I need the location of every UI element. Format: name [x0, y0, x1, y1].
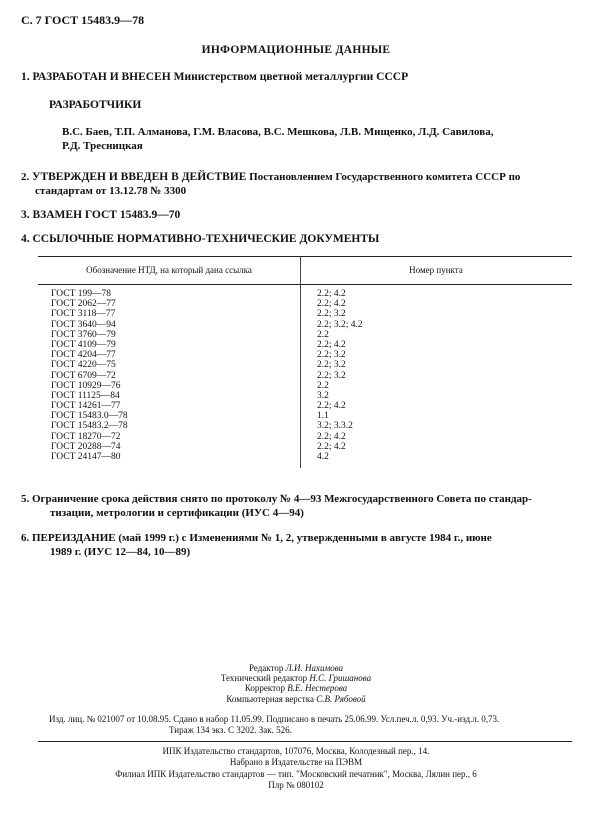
- table-row: [0, 421, 592, 431]
- credit-proofreader: [0, 683, 592, 693]
- developers-line-2: Р.Д. Тресницкая: [62, 140, 143, 152]
- imprint-line-1: Изд. лиц. № 021007 от 10.08.95. Сдано в набор 11.05.99. Подписано в печать 25.06.99. Усл.печ.л. 0,93. Уч.-изд.л. 0,73.: [49, 714, 500, 724]
- section-2-lead: УТВЕРЖДЕН И ВВЕДЕН В ДЕЙСТВИЕ: [32, 171, 247, 183]
- section-6-line-2: 1989 г. (ИУС 12—84, 10—89): [50, 546, 191, 558]
- page-title: ИНФОРМАЦИОННЫЕ ДАННЫЕ: [201, 44, 391, 56]
- section-5-line-1: Ограничение срока действия снято по протоколу № 4—93 Межгосударственного Совета по стандар-: [32, 493, 532, 505]
- credit-role: Компьютерная верстка: [226, 693, 314, 704]
- section-2: [21, 170, 573, 198]
- table-row: [0, 411, 592, 421]
- credit-layout: [0, 694, 592, 704]
- credit-role: Редактор: [248, 663, 284, 673]
- section-6: [21, 531, 573, 559]
- section-5-number: 5.: [21, 493, 30, 505]
- table-cell-document: ГОСТ 199—78: [51, 289, 111, 299]
- page-header: С. 7 ГОСТ 15483.9—78: [21, 13, 145, 27]
- table-cell-item: 2.2; 4.2: [317, 401, 346, 412]
- publisher-block: [0, 746, 592, 791]
- section-4: [21, 233, 379, 245]
- section-1-number: 1.: [21, 71, 30, 83]
- table-row: [0, 330, 592, 340]
- table-cell-document: ГОСТ 15483.2—78: [51, 421, 128, 432]
- table-header-document: Обозначение НТД, на который дана ссылка: [86, 265, 252, 275]
- section-4-number: 4.: [21, 233, 30, 245]
- table-cell-document: ГОСТ 3760—79: [51, 329, 116, 340]
- section-5: [21, 492, 573, 520]
- table-cell-item: 1.1: [317, 411, 329, 422]
- table-cell-document: ГОСТ 20288—74: [51, 441, 121, 452]
- table-row: [0, 381, 592, 391]
- table-row: [0, 442, 592, 452]
- credit-name: Н.С. Гришанова: [309, 673, 372, 684]
- section-6-number: 6.: [21, 532, 30, 544]
- section-3-text: ВЗАМЕН ГОСТ 15483.9—70: [32, 209, 181, 221]
- table-row: [0, 350, 592, 360]
- table-cell-document: ГОСТ 3118—77: [51, 309, 116, 320]
- table-row: [0, 340, 592, 350]
- publisher-line-4: Плр № 080102: [268, 779, 324, 790]
- table-cell-document: ГОСТ 6709—72: [51, 370, 116, 381]
- section-1-developers: [62, 125, 574, 153]
- section-2-number: 2.: [21, 171, 30, 183]
- reference-table-body: [0, 289, 592, 462]
- publisher-line-1: ИПК Издательство стандартов, 107076, Москва, Колодезный пер., 14.: [162, 746, 430, 756]
- table-cell-item: 2.2; 4.2: [317, 431, 346, 442]
- table-cell-item: 2.2; 3.2: [317, 370, 346, 381]
- table-top-rule: [38, 256, 572, 257]
- table-cell-item: 3.2: [317, 390, 329, 401]
- table-cell-item: 2.2; 4.2: [317, 299, 346, 310]
- table-cell-document: ГОСТ 15483.0—78: [51, 411, 128, 422]
- table-header-item: Номер пункта: [409, 265, 463, 275]
- table-cell-item: 2.2; 3.2: [317, 360, 346, 371]
- table-row: [0, 391, 592, 401]
- publisher-line-2: Набрано в Издательстве на ПЭВМ: [229, 757, 363, 768]
- bottom-rule: [38, 741, 572, 742]
- table-row: [0, 432, 592, 442]
- table-cell-document: ГОСТ 24147—80: [51, 452, 121, 462]
- table-cell-item: 2.2; 4.2: [317, 339, 346, 350]
- table-row: [0, 371, 592, 381]
- table-cell-document: ГОСТ 4109—79: [51, 339, 116, 350]
- table-cell-item: 2.2: [317, 329, 329, 340]
- table-cell-item: 3.2; 3.3.2: [317, 421, 353, 432]
- section-1-lead: РАЗРАБОТАН И ВНЕСЕН: [32, 71, 171, 83]
- credit-name: С.В. Рябовой: [316, 693, 366, 704]
- table-cell-item: 2.2; 4.2: [317, 289, 346, 299]
- credit-name: Л.И. Нахимова: [285, 663, 344, 673]
- table-cell-item: 2.2; 3.2; 4.2: [317, 319, 363, 330]
- table-cell-item: 2.2; 4.2: [317, 441, 346, 452]
- developers-line-1: В.С. Баев, Т.П. Алманова, Г.М. Власова, В.С. Мешкова, Л.В. Мищенко, Л.Д. Савилова,: [62, 126, 494, 138]
- table-row: [0, 360, 592, 370]
- credit-name: В.Е. Нестерова: [287, 683, 348, 694]
- section-3: [21, 209, 180, 221]
- table-cell-document: ГОСТ 14261—77: [51, 401, 121, 412]
- table-cell-document: ГОСТ 18270—72: [51, 431, 121, 442]
- imprint-line-2: Тираж 134 экз. С 3202. Зак. 526.: [169, 725, 292, 735]
- section-1-subheading: РАЗРАБОТЧИКИ: [49, 99, 142, 111]
- section-2-line-1: Постановлением Государственного комитета СССР по: [249, 171, 521, 183]
- section-1-text: Министерством цветной металлургии СССР: [173, 71, 409, 83]
- table-cell-item: 2.2; 3.2: [317, 350, 346, 361]
- publisher-line-3: Филиал ИПК Издательство стандартов — тип. "Московский печатник", Москва, Лялин пер., 6: [115, 768, 477, 779]
- credit-role: Корректор: [244, 683, 285, 694]
- table-cell-document: ГОСТ 10929—76: [51, 380, 121, 391]
- table-header-rule: [38, 284, 572, 285]
- table-row: [0, 299, 592, 309]
- table-cell-document: ГОСТ 2062—77: [51, 299, 116, 310]
- table-row: [0, 289, 592, 299]
- section-4-text: ССЫЛОЧНЫЕ НОРМАТИВНО-ТЕХНИЧЕСКИЕ ДОКУМЕНТЫ: [32, 233, 380, 245]
- table-cell-document: ГОСТ 11125—84: [51, 390, 120, 401]
- section-3-number: 3.: [21, 209, 30, 221]
- section-2-line-2: стандартам от 13.12.78 № 3300: [35, 185, 187, 197]
- table-row: [0, 401, 592, 411]
- credit-editor: [0, 663, 592, 673]
- credits-block: [0, 663, 592, 704]
- table-row: [0, 309, 592, 319]
- table-cell-document: ГОСТ 4204—77: [51, 350, 116, 361]
- table-row: [0, 452, 592, 462]
- table-cell-item: 2.2: [317, 380, 329, 391]
- section-5-line-2: тизации, метрологии и сертификации (ИУС 4—94): [50, 507, 304, 519]
- credit-role: Технический редактор: [220, 673, 308, 684]
- table-cell-item: 2.2; 3.2: [317, 309, 346, 320]
- table-cell-item: 4.2: [317, 452, 329, 462]
- table-cell-document: ГОСТ 3640—94: [51, 319, 116, 330]
- imprint-block: [49, 714, 569, 736]
- table-row: [0, 320, 592, 330]
- section-6-line-1: ПЕРЕИЗДАНИЕ (май 1999 г.) с Изменениями № 1, 2, утвержденными в августе 1984 г., июне: [32, 532, 492, 544]
- section-1: [21, 71, 408, 83]
- table-cell-document: ГОСТ 4220—75: [51, 360, 116, 371]
- credit-technical-editor: [0, 673, 592, 683]
